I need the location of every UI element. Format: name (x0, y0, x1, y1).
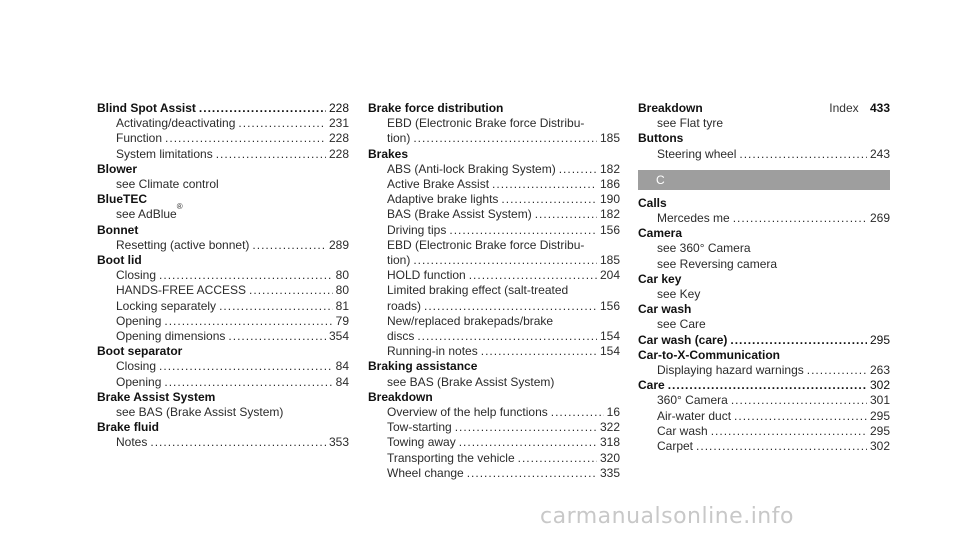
dot-leader (459, 435, 597, 450)
dot-leader (252, 238, 326, 253)
dot-leader (535, 207, 597, 222)
entry-label: Opening dimensions (116, 329, 226, 344)
page-reference: 190 (599, 192, 620, 207)
entry-label: see AdBlue (116, 207, 177, 222)
entry-label: Car wash (care) (638, 332, 728, 347)
entry-label: roads) (387, 298, 422, 313)
index-entry-heading (368, 101, 620, 116)
dot-leader (559, 162, 597, 177)
dot-leader (150, 435, 326, 450)
index-subentry (368, 207, 620, 222)
dot-leader (739, 147, 867, 162)
page-reference: 185 (599, 131, 620, 146)
entry-label: Notes (116, 435, 148, 450)
index-column-2 (368, 101, 620, 481)
entry-label: EBD (Electronic Brake force Distribu- (387, 116, 585, 131)
entry-label: Activating/deactivating (116, 116, 236, 131)
dot-leader (696, 439, 867, 454)
index-entry-heading (638, 378, 890, 393)
index-subentry (368, 283, 620, 298)
entry-label: Bonnet (97, 222, 139, 237)
index-entry-heading (368, 359, 620, 374)
dot-leader (467, 466, 597, 481)
watermark: carmanualsonline.info (540, 504, 794, 529)
index-subentry (638, 424, 890, 439)
page-reference: 295 (869, 332, 890, 347)
entry-label: Towing away (387, 435, 456, 450)
entry-label: EBD (Electronic Brake force Distribu- (387, 237, 585, 252)
entry-label: see Care (657, 317, 706, 332)
entry-label: see Key (657, 287, 701, 302)
index-subentry (368, 162, 620, 177)
index-subentry (97, 268, 349, 283)
index-subentry (368, 466, 620, 481)
entry-label: Car wash (657, 423, 708, 438)
page-reference: 302 (869, 439, 890, 454)
page-reference: 289 (328, 237, 349, 252)
page-reference: 243 (869, 146, 890, 161)
index-entry-heading (638, 226, 890, 241)
page-reference: 301 (869, 393, 890, 408)
entry-label: HANDS-FREE ACCESS (116, 283, 247, 298)
index-subentry (97, 405, 349, 420)
entry-label: Opening (116, 374, 162, 389)
index-subentry (368, 192, 620, 207)
section-header: C (638, 170, 890, 190)
index-subentry (638, 439, 890, 454)
page-reference: 228 (328, 131, 349, 146)
index-subentry (368, 238, 620, 253)
index-entry-heading (638, 348, 890, 363)
entry-label: 360° Camera (657, 393, 728, 408)
page-reference: 186 (599, 177, 620, 192)
entry-label: Brake Assist System (97, 389, 216, 404)
index-subentry (97, 314, 349, 329)
entry-label: Boot lid (97, 253, 142, 268)
page-reference: 84 (335, 374, 349, 389)
index-subentry (97, 283, 349, 298)
index-subentry (638, 287, 890, 302)
index-entry-heading (368, 390, 620, 405)
entry-label: Braking assistance (368, 359, 478, 374)
index-subentry (638, 211, 890, 226)
index-subentry (638, 116, 890, 131)
page-reference: 16 (606, 405, 620, 420)
index-subentry (368, 451, 620, 466)
entry-label: Wheel change (387, 465, 464, 480)
entry-label: Closing (116, 268, 157, 283)
entry-label: System limitations (116, 146, 213, 161)
entry-label: Breakdown (638, 101, 703, 115)
page-reference: 295 (869, 408, 890, 423)
index-subentry (97, 202, 349, 222)
index-subentry (368, 177, 620, 192)
page-header-title: Index (829, 101, 859, 115)
dot-leader (668, 378, 867, 393)
dot-leader (807, 363, 867, 378)
entry-label: Brake force distribution (368, 101, 504, 115)
dot-leader (219, 299, 333, 314)
entry-label: see BAS (Brake Assist System) (387, 374, 555, 389)
dot-leader (417, 329, 597, 344)
entry-label: Car key (638, 271, 682, 286)
index-subentry (97, 359, 349, 374)
dot-leader (216, 147, 326, 162)
page-reference: 182 (599, 161, 620, 176)
index-subentry (97, 299, 349, 314)
page-reference: 81 (335, 298, 349, 313)
index-subentry (368, 344, 620, 359)
entry-label: Car-to-X-Communication (638, 347, 780, 362)
dot-leader (730, 333, 867, 348)
index-subentry (638, 257, 890, 272)
page-reference: 269 (869, 211, 890, 226)
entry-label: Limited braking effect (salt-treated (387, 283, 569, 298)
entry-label: discs (387, 329, 415, 344)
dot-leader (164, 314, 332, 329)
entry-label: Overview of the help functions (387, 405, 548, 420)
dot-leader (455, 420, 597, 435)
index-entry-heading (97, 223, 349, 238)
entry-label: BAS (Brake Assist System) (387, 207, 532, 222)
index-entry-heading (638, 101, 890, 116)
entry-label: HOLD function (387, 268, 466, 283)
index-subentry (368, 299, 620, 314)
index-entry-heading (97, 420, 349, 435)
entry-label: Opening (116, 313, 162, 328)
index-subentry (638, 409, 890, 424)
dot-leader (159, 359, 333, 374)
entry-label: see Reversing camera (657, 256, 778, 271)
entry-label: Transporting the vehicle (387, 450, 515, 465)
index-subentry (368, 116, 620, 131)
index-subentry (638, 317, 890, 332)
dot-leader (199, 101, 326, 116)
dot-leader (481, 344, 597, 359)
page-reference: 154 (599, 344, 620, 359)
index-subentry (368, 435, 620, 450)
index-subentry (368, 223, 620, 238)
page-reference: 302 (869, 378, 890, 393)
index-entry-heading (97, 192, 349, 207)
dot-leader (551, 405, 604, 420)
index-subentry (638, 393, 890, 408)
entry-label: tion) (387, 253, 411, 268)
page-reference: 263 (869, 363, 890, 378)
page-reference: 335 (599, 465, 620, 480)
index-subentry (368, 314, 620, 329)
index-column-3 (638, 101, 890, 454)
registered-mark: ® (176, 202, 183, 212)
page-reference: 322 (599, 420, 620, 435)
page-reference: 156 (599, 298, 620, 313)
dot-leader (164, 375, 332, 390)
entry-label: Closing (116, 359, 157, 374)
entry-label: Driving tips (387, 222, 447, 237)
dot-leader (734, 409, 867, 424)
page-number: 433 (869, 101, 890, 115)
index-entry-heading (638, 196, 890, 211)
page-reference: 231 (328, 116, 349, 131)
index-subentry (97, 177, 349, 192)
page-reference: 154 (599, 329, 620, 344)
dot-leader (501, 192, 597, 207)
entry-label: BlueTEC (97, 192, 148, 207)
page-reference: 228 (328, 146, 349, 161)
entry-label: see Flat tyre (657, 116, 724, 131)
index-entry-heading (638, 333, 890, 348)
dot-leader (228, 329, 326, 344)
entry-label: Function (116, 131, 163, 146)
entry-label: see 360° Camera (657, 241, 751, 256)
page-reference: 79 (335, 313, 349, 328)
entry-label: Calls (638, 195, 667, 210)
entry-label: Displaying hazard warnings (657, 363, 804, 378)
dot-leader (518, 451, 597, 466)
entry-label: ABS (Anti-lock Braking System) (387, 161, 556, 176)
entry-label: Brakes (368, 146, 409, 161)
page-reference: 185 (599, 253, 620, 268)
entry-label: Adaptive brake lights (387, 192, 499, 207)
index-subentry (368, 253, 620, 268)
index-subentry (97, 238, 349, 253)
index-entry-heading (97, 162, 349, 177)
dot-leader (413, 253, 597, 268)
entry-label: Running-in notes (387, 344, 478, 359)
index-subentry (368, 131, 620, 146)
entry-label: Resetting (active bonnet) (116, 237, 250, 252)
index-subentry (97, 375, 349, 390)
entry-label: Blower (97, 161, 138, 176)
index-entry-heading (638, 272, 890, 287)
entry-label: Brake fluid (97, 420, 160, 435)
entry-label: Mercedes me (657, 211, 730, 226)
index-entry-heading (97, 390, 349, 405)
entry-label: Locking separately (116, 298, 217, 313)
index-subentry (97, 116, 349, 131)
dot-leader (165, 131, 326, 146)
entry-label: New/replaced brakepads/brake (387, 313, 554, 328)
dot-leader (469, 268, 597, 283)
index-entry-heading (638, 131, 890, 146)
entry-label: Breakdown (368, 389, 433, 404)
page-reference: 318 (599, 435, 620, 450)
page-reference: 354 (328, 329, 349, 344)
dot-leader (238, 116, 326, 131)
entry-label: Camera (638, 226, 683, 241)
dot-leader (449, 223, 597, 238)
entry-label: tion) (387, 131, 411, 146)
page-reference: 320 (599, 450, 620, 465)
index-subentry (368, 268, 620, 283)
page-reference: 80 (335, 283, 349, 298)
dot-leader (731, 393, 867, 408)
entry-label: Air-water duct (657, 408, 732, 423)
index-entry-heading (638, 302, 890, 317)
index-subentry (97, 435, 349, 450)
page-reference: 156 (599, 222, 620, 237)
page-reference: 228 (328, 101, 349, 115)
dot-leader (424, 299, 597, 314)
dot-leader (249, 283, 333, 298)
index-subentry (368, 405, 620, 420)
index-subentry (368, 420, 620, 435)
page-reference: 182 (599, 207, 620, 222)
dot-leader (159, 268, 333, 283)
dot-leader (711, 424, 867, 439)
entry-label: Care (638, 378, 665, 393)
entry-label: see Climate control (116, 177, 219, 192)
page-reference: 353 (328, 435, 349, 450)
entry-label: Boot separator (97, 344, 183, 359)
index-subentry (97, 131, 349, 146)
entry-label: Blind Spot Assist (97, 101, 196, 115)
index-entry-heading (368, 147, 620, 162)
index-subentry (638, 241, 890, 256)
index-subentry (368, 329, 620, 344)
entry-label: Tow-starting (387, 420, 452, 435)
dot-leader (413, 131, 597, 146)
dot-leader (492, 177, 597, 192)
index-subentry (638, 363, 890, 378)
index-subentry (638, 147, 890, 162)
page-reference: 204 (599, 268, 620, 283)
entry-label: Buttons (638, 131, 684, 146)
index-entry-heading (97, 253, 349, 268)
index-entry-heading (97, 101, 349, 116)
index-subentry (97, 329, 349, 344)
page-reference: 295 (869, 423, 890, 438)
index-subentry (97, 147, 349, 162)
entry-label: Car wash (638, 302, 692, 317)
page-reference: 84 (335, 359, 349, 374)
index-entry-heading (97, 344, 349, 359)
entry-label: Steering wheel (657, 146, 737, 161)
dot-leader (733, 211, 867, 226)
entry-label: see BAS (Brake Assist System) (116, 405, 284, 420)
page-reference: 80 (335, 268, 349, 283)
entry-label: Carpet (657, 439, 694, 454)
index-column-1 (97, 101, 349, 451)
entry-label: Active Brake Assist (387, 177, 490, 192)
index-subentry (368, 375, 620, 390)
